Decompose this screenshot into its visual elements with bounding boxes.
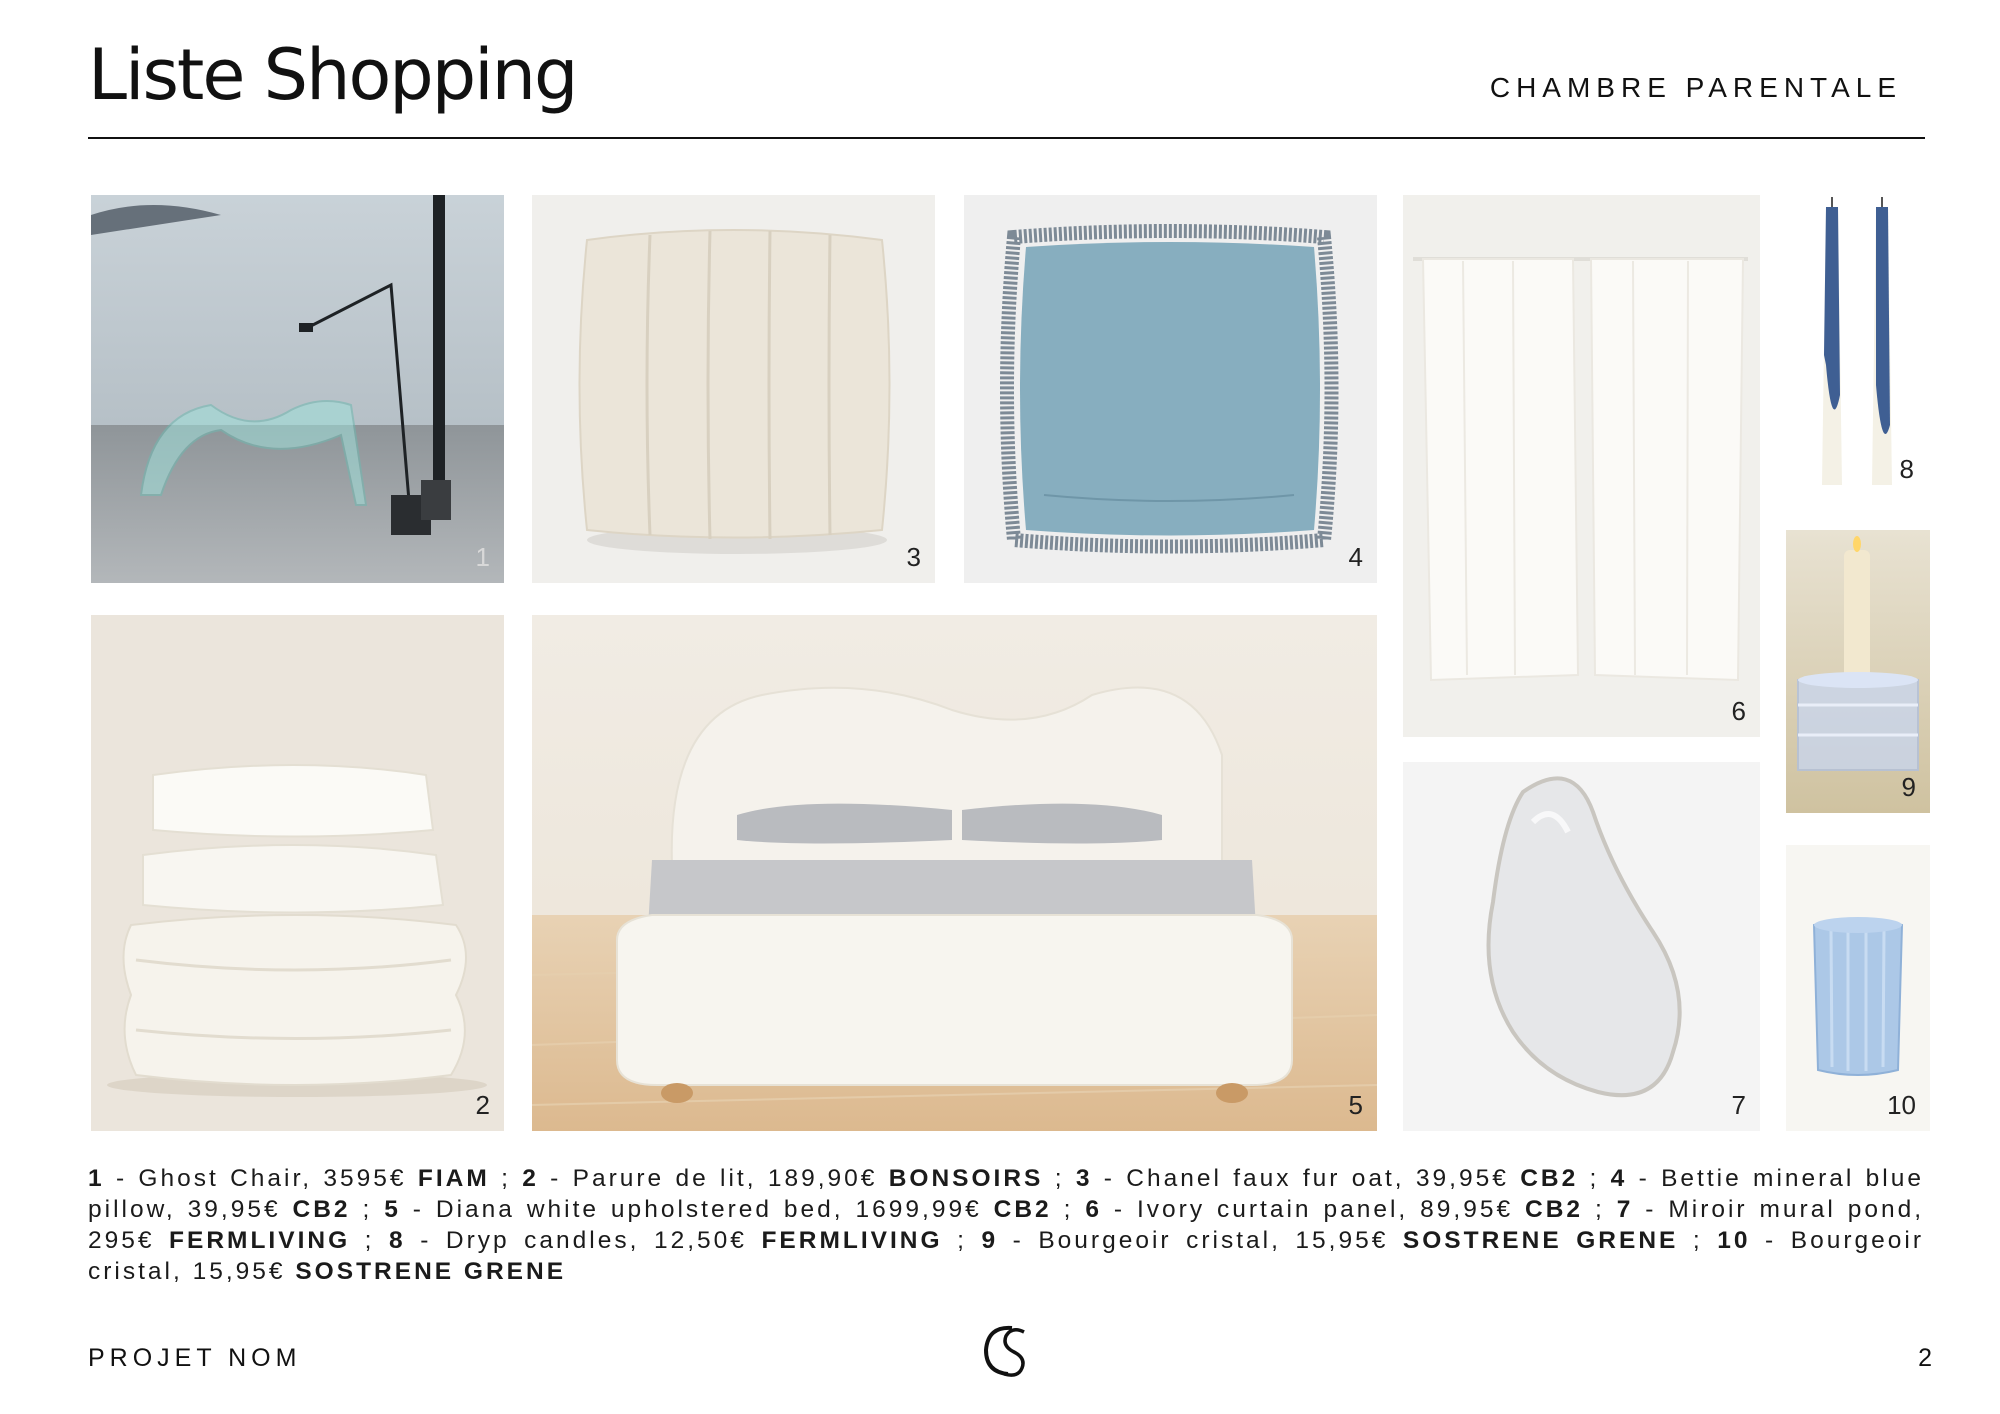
product-tile-4 — [964, 195, 1377, 583]
cs-monogram-icon — [978, 1322, 1038, 1380]
list-item: 5 - Diana white upholstered bed, 1699,99€ CB2 — [384, 1196, 1052, 1223]
page-number: 2 — [1918, 1344, 1932, 1372]
list-item: 7 - Miroir mural pond, 295€ FERMLIVING — [88, 1196, 1925, 1254]
product-tile-1 — [91, 195, 504, 583]
page-title: Liste Shopping — [88, 34, 577, 116]
curtain-icon — [1403, 195, 1760, 737]
list-item: 4 - Bettie mineral blue pillow, 39,95€ CB2 — [88, 1165, 1924, 1223]
tile-number: 3 — [906, 542, 921, 572]
product-tile-6 — [1403, 195, 1760, 737]
list-item: 3 - Chanel faux fur oat, 39,95€ CB2 — [1075, 1165, 1579, 1192]
tile-number: 6 — [1731, 696, 1746, 726]
tile-number: 10 — [1887, 1090, 1916, 1120]
list-item: 10 - Bourgeoir cristal, 15,95€ SOSTRENE GRENE — [88, 1227, 1924, 1285]
product-tile-9 — [1786, 530, 1930, 813]
tile-number: 1 — [475, 542, 490, 572]
tile-number: 2 — [475, 1090, 490, 1120]
organic-mirror-icon — [1403, 762, 1760, 1131]
list-item: 6 - Ivory curtain panel, 89,95€ CB2 — [1085, 1196, 1584, 1223]
product-tile-5 — [532, 615, 1377, 1131]
blue-fringe-pillow-icon — [964, 195, 1377, 583]
list-item: 1 - Ghost Chair, 3595€ FIAM — [88, 1165, 490, 1192]
tile-number: 9 — [1901, 772, 1916, 802]
project-name: PROJET NOM — [88, 1344, 302, 1372]
dip-candles-icon — [1786, 195, 1928, 495]
list-item: 9 - Bourgeoir cristal, 15,95€ SOSTRENE GRENE — [981, 1227, 1679, 1254]
glass-chair-icon — [91, 195, 504, 583]
upholstered-bed-icon — [532, 615, 1377, 1131]
product-tile-7 — [1403, 762, 1760, 1131]
tile-number: 4 — [1348, 542, 1363, 572]
header-divider — [88, 137, 1925, 139]
room-name: CHAMBRE PARENTALE — [1489, 72, 1902, 103]
product-tile-2 — [91, 615, 504, 1131]
tile-number: 7 — [1731, 1090, 1746, 1120]
blue-glass-holder-icon — [1786, 845, 1930, 1131]
list-item: 8 - Dryp candles, 12,50€ FERMLIVING — [389, 1227, 943, 1254]
faux-fur-pillow-icon — [532, 195, 935, 583]
tile-number: 8 — [1899, 454, 1914, 484]
tile-number: 5 — [1348, 1090, 1363, 1120]
product-tile-3 — [532, 195, 935, 583]
product-tile-8 — [1786, 195, 1928, 495]
shopping-list-description: 1 - Ghost Chair, 3595€ FIAM ; 2 - Parure de lit, 189,90€ BONSOIRS ; 3 - Chanel faux fur oat, 39,95€ CB2 ; 4 - Bettie mineral blue pillow, 39,95€ CB2 ; 5 - Diana white upholstered bed, 1699,99€ CB2 ; 6 - Ivory curtain panel, 89,95€ CB2 ; 7 - Miroir mural pond, 295€ FERMLIVING ; 8 - Dryp candles, 12,50€ FERMLIVING ; 9 - Bourgeoir cristal, 15,95€ SOSTRENE GRENE ; 10 - Bourgeoir cristal, 15,95€ SOSTRENE GRENE — [88, 1165, 1925, 1285]
bedding-stack-icon — [91, 615, 504, 1131]
crystal-candle-holder-icon — [1786, 530, 1930, 813]
list-item: 2 - Parure de lit, 189,90€ BONSOIRS — [522, 1165, 1044, 1192]
product-tile-10 — [1786, 845, 1930, 1131]
